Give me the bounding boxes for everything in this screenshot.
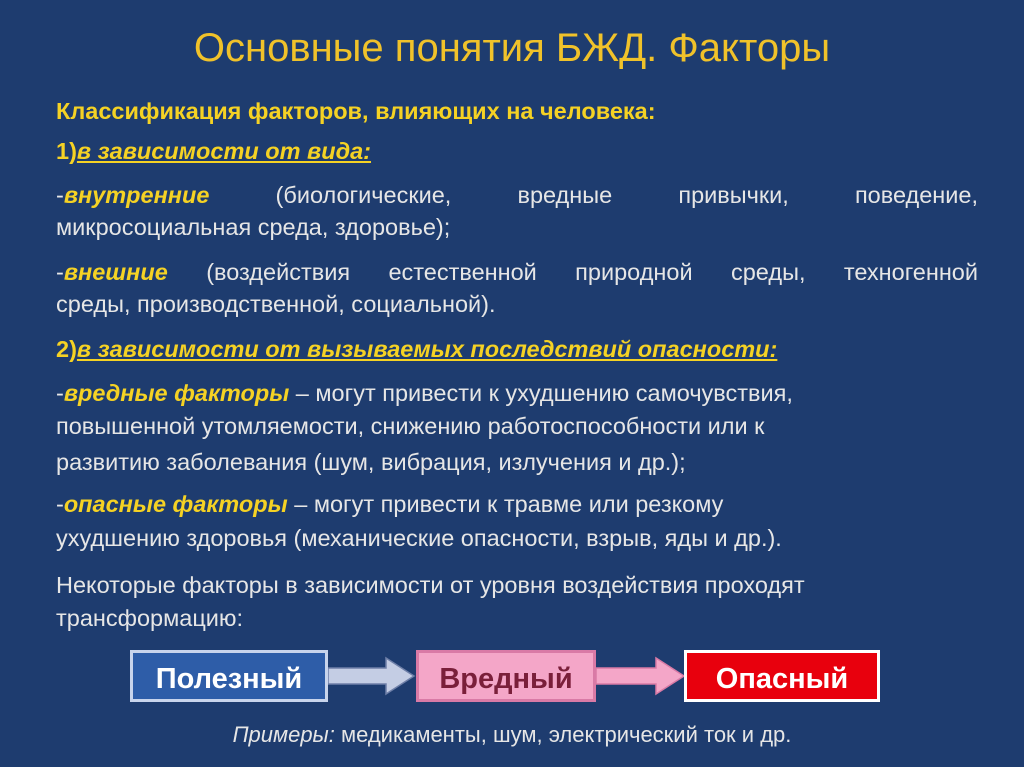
section-2-heading (56, 334, 777, 364)
dangerous-term: опасные факторы (63, 491, 288, 517)
harmful-factors-line-2: повышенной утомляемости, снижению работоспособности или к (56, 413, 765, 439)
external-factors-line-2: среды, производственной, социальной). (56, 291, 496, 317)
examples-text: медикаменты, шум, электрический ток и др. (334, 722, 792, 747)
section-1-number: 1) (56, 138, 77, 164)
section-1-label: в зависимости от вида: (76, 138, 372, 164)
section-1-heading (56, 136, 371, 166)
useful-box: Полезный (130, 650, 328, 702)
harmful-desc: – могут привести к ухудшению самочувствия, (289, 380, 793, 406)
transformation-line-1: Некоторые факторы в зависимости от уровня воздействия проходят (56, 572, 805, 598)
external-dash: - (56, 259, 64, 285)
external-desc: (воздействия естественной природной среды, техногенной (167, 259, 978, 285)
harmful-box: Вредный (416, 650, 596, 702)
examples-prefix: Примеры: (232, 722, 335, 747)
dangerous-desc: – могут привести к травме или резкому (287, 491, 724, 517)
internal-factors-line-2: микросоциальная среда, здоровье); (56, 214, 451, 240)
section-2-label: в зависимости от вызываемых последствий опасности: (76, 336, 778, 362)
internal-term: внутренние (63, 182, 210, 208)
arrow-useful-to-harmful-icon (328, 656, 416, 696)
dangerous-box: Опасный (684, 650, 880, 702)
section-2-number: 2) (56, 336, 77, 362)
examples-line (0, 722, 1024, 748)
slide-title: Основные понятия БЖД. Факторы (193, 26, 831, 70)
harmful-factors-line-3: развитию заболевания (шум, вибрация, излучения и др.); (56, 449, 686, 475)
harmful-term: вредные факторы (63, 380, 290, 406)
internal-dash: - (56, 182, 64, 208)
harmful-factors-line-1 (56, 378, 793, 408)
dangerous-dash: - (56, 491, 64, 517)
transformation-line-2: трансформацию: (56, 605, 244, 631)
internal-desc: (биологические, вредные привычки, поведение, (209, 182, 978, 208)
classification-heading: Классификация факторов, влияющих на человека: (56, 98, 656, 124)
dangerous-factors-line-1 (56, 489, 723, 519)
external-term: внешние (63, 259, 168, 285)
harmful-dash: - (56, 380, 64, 406)
dangerous-factors-line-2: ухудшению здоровья (механические опасности, взрыв, яды и др.). (56, 525, 782, 551)
arrow-harmful-to-dangerous-icon (596, 656, 686, 696)
external-factors-line-1 (56, 257, 978, 287)
internal-factors-line-1 (56, 180, 978, 210)
